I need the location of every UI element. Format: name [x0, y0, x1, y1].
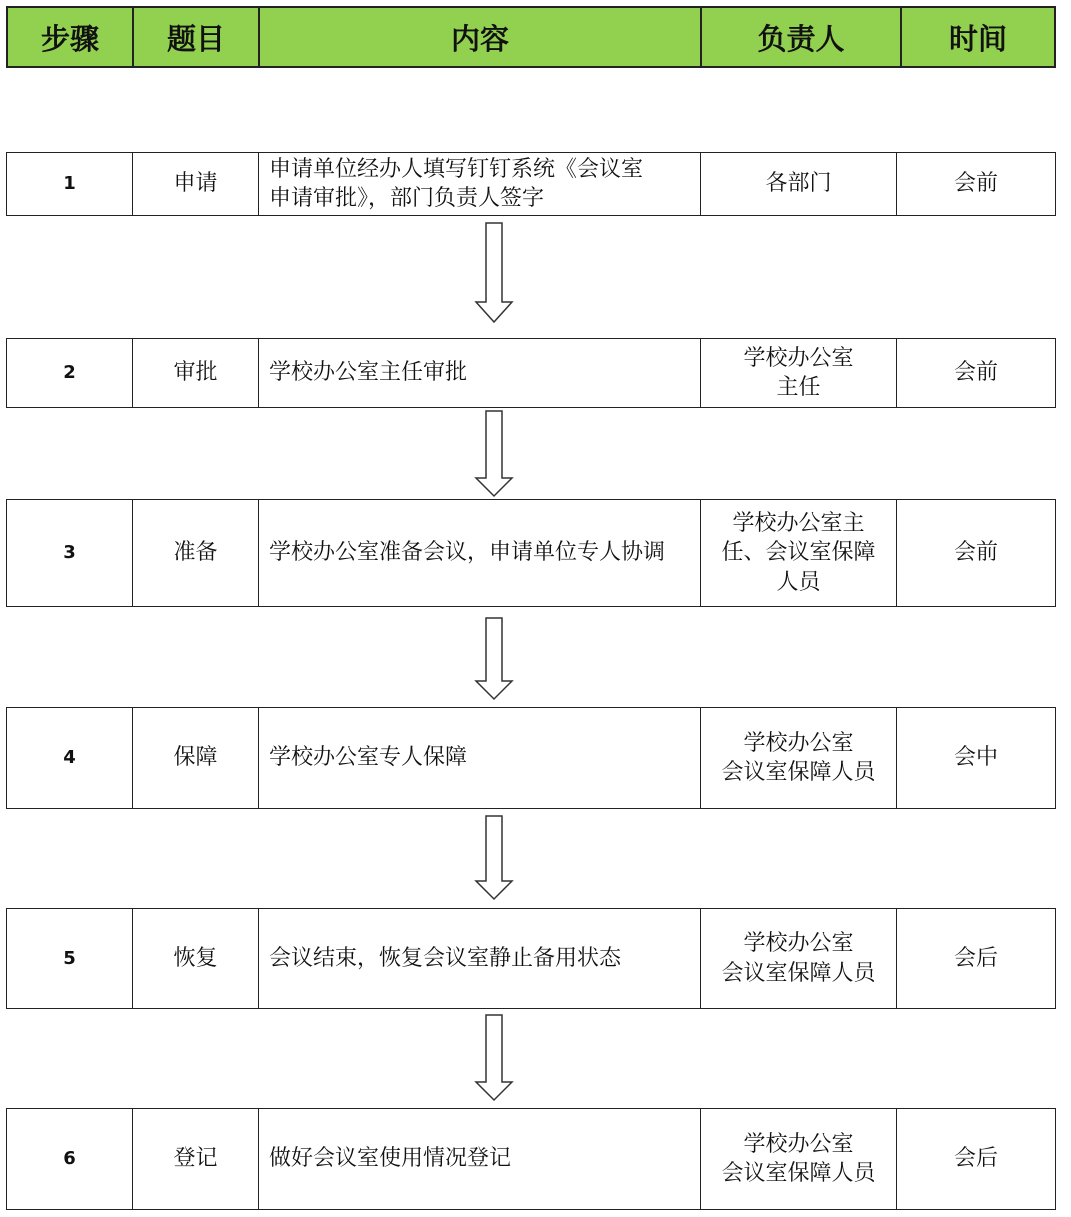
- step-owner: [701, 500, 897, 606]
- owner-line: 学校办公室: [743, 931, 854, 957]
- step-row: [6, 1108, 1056, 1210]
- content-line: 申请审批》，部门负责人签字: [269, 186, 545, 211]
- step-time: 会中: [953, 745, 998, 771]
- step-number: 6: [7, 1109, 133, 1209]
- step-owner: [701, 708, 897, 808]
- step-content: [259, 153, 701, 215]
- owner-line: 学校办公室: [743, 1131, 854, 1157]
- step-number: 3: [7, 500, 133, 606]
- down-arrow: [474, 617, 514, 701]
- step-content: [259, 708, 701, 808]
- step-row: [6, 152, 1056, 216]
- step-title: 审批: [133, 339, 259, 407]
- step-number: 1: [7, 153, 133, 215]
- owner-line: 会议室保障人员: [721, 960, 876, 986]
- content-line: 学校办公室主任审批: [269, 360, 468, 386]
- step-time: 会前: [953, 540, 998, 566]
- step-owner: [701, 339, 897, 407]
- step-time: 会前: [953, 360, 998, 386]
- step-content: [259, 909, 701, 1008]
- step-time: 会前: [953, 171, 998, 197]
- content-line: 学校办公室专人保障: [269, 745, 468, 771]
- header-title: 题目: [134, 8, 260, 66]
- content-line: 会议结束，恢复会议室静止备用状态: [269, 945, 622, 971]
- owner-line: 会议室保障人员: [721, 1161, 876, 1186]
- header-step: 步骤: [8, 8, 134, 66]
- down-arrow: [474, 410, 514, 498]
- content-line: 学校办公室准备会议，申请单位专人协调: [269, 540, 666, 566]
- content-line: 做好会议室使用情况登记: [269, 1146, 512, 1172]
- step-number: 5: [7, 909, 133, 1008]
- header-content: 内容: [260, 8, 702, 66]
- step-owner: [701, 153, 897, 215]
- down-arrow: [474, 222, 514, 324]
- owner-line: 任、会议室保障: [721, 540, 876, 566]
- step-time: 会后: [953, 945, 998, 971]
- step-row: [6, 499, 1056, 607]
- owner-line: 学校办公室: [743, 730, 854, 756]
- step-row: [6, 707, 1056, 809]
- step-title: 保障: [133, 708, 259, 808]
- owner-line: 学校办公室: [743, 345, 854, 371]
- down-arrow: [474, 1014, 514, 1102]
- step-content: [259, 1109, 701, 1209]
- step-owner: [701, 909, 897, 1008]
- step-time: 会后: [953, 1146, 998, 1172]
- step-number: 2: [7, 339, 133, 407]
- header-time: 时间: [948, 21, 1007, 56]
- table-header: [6, 6, 1056, 68]
- owner-line: 各部门: [765, 171, 832, 197]
- step-title: 登记: [133, 1109, 259, 1209]
- step-row: [6, 338, 1056, 408]
- step-row: [6, 908, 1056, 1009]
- step-owner: [701, 1109, 897, 1209]
- step-title: 申请: [133, 153, 259, 215]
- step-content: [259, 500, 701, 606]
- down-arrow: [474, 815, 514, 901]
- owner-line: 人员: [776, 569, 821, 595]
- step-title: 准备: [133, 500, 259, 606]
- step-title: 恢复: [133, 909, 259, 1008]
- owner-line: 主任: [776, 375, 821, 400]
- step-number: 4: [7, 708, 133, 808]
- content-line: 申请单位经办人填写钉钉系统《会议室: [269, 156, 644, 182]
- step-content: [259, 339, 701, 407]
- owner-line: 学校办公室主: [732, 511, 865, 537]
- owner-line: 会议室保障人员: [721, 760, 876, 785]
- header-owner: 负责人: [702, 8, 902, 66]
